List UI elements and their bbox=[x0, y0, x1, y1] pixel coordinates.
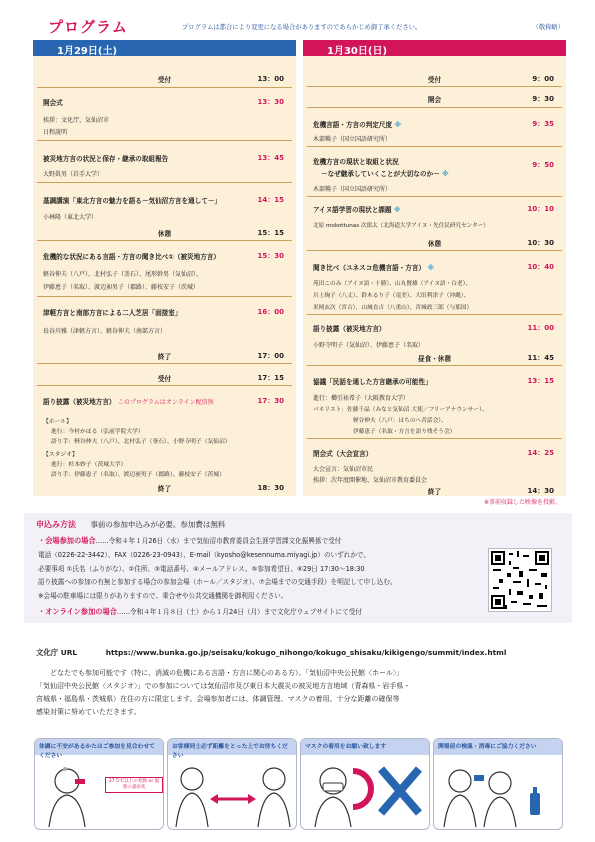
day2-s4-p1: 苑田このみ（アイヌ語・十勝）、山丸賢雄（アイヌ語・白老）、 bbox=[313, 281, 472, 287]
mask-icon bbox=[301, 757, 430, 829]
day2-s6-title: 協議「民話を通した方言継承の可能性」 bbox=[313, 378, 432, 386]
apply-lead bbox=[36, 519, 225, 530]
day1-story-online: このプログラムはオンライン配信無 bbox=[117, 399, 214, 406]
day2-s2-title: 危機方言の現状と取組と状況 bbox=[313, 158, 399, 166]
safety-warnings bbox=[34, 738, 562, 830]
day2-column bbox=[303, 40, 566, 496]
day2-s5-time: 11：00 bbox=[527, 324, 554, 332]
honorific-note: （敬称略） bbox=[532, 24, 564, 31]
day2-header: 1月30日(日) bbox=[303, 40, 566, 56]
thermometer-disinfect-icon bbox=[434, 757, 563, 829]
day1-header: 1月29日(土) bbox=[33, 40, 296, 56]
day2-s4-title bbox=[313, 262, 434, 272]
day1-close1: 終了 bbox=[157, 353, 172, 361]
day1-close2: 終了 bbox=[157, 485, 172, 493]
day2-break1: 休憩 bbox=[427, 240, 442, 248]
divider bbox=[37, 385, 292, 386]
divider bbox=[307, 314, 562, 315]
day2-s3-speaker: 北原 mokottunas 次郎太（北海道大学アイヌ・先住民研究センター） bbox=[313, 223, 489, 229]
day2-s2-time: 9：50 bbox=[532, 161, 554, 169]
day1-studio-tellers: 語り手：伊藤恵子（名取）、渡辺昶男子（郡路）、藤枝安子（茨城） bbox=[51, 472, 225, 478]
divider bbox=[307, 196, 562, 197]
day2-s6-mc: 進行：櫛引祐希子（大阪教育大学） bbox=[313, 395, 410, 402]
day2-s7-l2: 挨拶：次年度開催地、気仙沼市教育委員会 bbox=[313, 477, 428, 484]
day2-s2-sub-text: －なぜ継承していくことが大切なのか－ bbox=[321, 170, 440, 178]
day1-close2-time: 18：30 bbox=[257, 484, 284, 492]
sick-person-icon bbox=[35, 757, 164, 829]
day2-lunch: 昼食・休憩 bbox=[418, 355, 451, 363]
day2-s5-speaker: 小野寺明子（気仙沼）、伊藤恵子（名取） bbox=[313, 342, 425, 349]
day1-break1-time: 15：15 bbox=[257, 229, 284, 237]
warning-mask-text: マスクの着用をお願い致します bbox=[301, 739, 429, 755]
warning-card-distance bbox=[167, 738, 297, 830]
day1-story-title-text: 語り披露（被災地方言） bbox=[43, 398, 116, 406]
recorded-footnote: ※事前収録した映像を投影。 bbox=[483, 499, 561, 506]
divider bbox=[37, 363, 292, 364]
day1-break1: 休憩 bbox=[157, 230, 172, 238]
divider bbox=[37, 87, 292, 88]
day2-s3-title-text: アイヌ語学習の現状と課題 bbox=[313, 206, 392, 214]
venue-line1 bbox=[38, 535, 341, 546]
social-distance-icon bbox=[168, 757, 297, 829]
program-header bbox=[34, 12, 564, 38]
day1-lecture-title: 基調講演「東北方言の魅力を語る－気仙沼方言を通して－」 bbox=[43, 197, 222, 205]
day2-s7-title: 閉会式（大会宣言） bbox=[313, 450, 373, 458]
day2-s4-p3: 米岡玄次（宮古）、山城直吉（八重山）、宮城政三郎（与那国） bbox=[313, 305, 473, 311]
day1-talk1-title: 危機的な状況にある言語・方言の聞き比べ①（被災地方言） bbox=[43, 253, 221, 261]
venue-l3: 必要事項 ①氏名（ふりがな）、②住所、③電話番号、④メールアドレス、⑤参加希望日、⑥29日 17:30～18:30 bbox=[38, 565, 365, 573]
participation-notice bbox=[36, 667, 566, 719]
warning-distance-text: お客様同士必ず距離をとった上でお待ちください bbox=[168, 739, 296, 755]
day2-break1-time: 10：30 bbox=[527, 239, 554, 247]
divider bbox=[307, 365, 562, 366]
warning-symptoms-text: 体調に不安があるかたはご参加を見合わせてください bbox=[35, 739, 163, 755]
apply-title: 申込み方法 bbox=[36, 520, 76, 529]
day1-lecture-speaker: 小林隆（東北大学） bbox=[43, 214, 98, 221]
program-title: プログラム bbox=[48, 18, 128, 36]
divider bbox=[37, 140, 292, 141]
warning-card-mask bbox=[300, 738, 430, 830]
day2-s6-time: 13：15 bbox=[527, 377, 554, 385]
recorded-mark-icon: ※ bbox=[394, 121, 402, 129]
url-label: 文化庁 URL bbox=[36, 648, 78, 657]
day2-s4-time: 10：40 bbox=[527, 263, 554, 271]
qr-code-icon[interactable] bbox=[488, 548, 552, 612]
day1-talk1-p1: 軽谷伸夫（八戸）、北村弘子（釜石）、尾形幹男（気仙沼）、 bbox=[43, 271, 203, 278]
day2-s1-speaker: 木部暢子（国立国語研究所） bbox=[313, 136, 392, 143]
day2-reception-time: 9：00 bbox=[532, 75, 554, 83]
day1-studio-label: 【スタジオ】 bbox=[43, 452, 78, 458]
notice-l3: 宮城県・福島県・茨城県）在住の方に限定します。会場参加者には、体調管理、マスクの着用、十分な距離の確保等 bbox=[36, 695, 400, 703]
day1-story-time: 17：30 bbox=[257, 397, 284, 405]
day2-lunch-time: 11：45 bbox=[527, 354, 554, 362]
day1-talk2-time: 16：00 bbox=[257, 308, 284, 316]
day2-s2-sub bbox=[321, 168, 449, 178]
day1-report-title: 被災地方言の状況と保存・継承の取組報告 bbox=[43, 155, 169, 163]
day1-reception: 受付 bbox=[157, 76, 172, 84]
recorded-mark-icon: ※ bbox=[393, 206, 401, 214]
apply-lead-text: 事前の参加申込みが必要。参加費は無料 bbox=[90, 520, 226, 529]
divider bbox=[307, 107, 562, 108]
day1-report-speaker: 大野眞男（岩手大学） bbox=[43, 171, 104, 178]
online-l1: ……令和４年１月８日（土）から１月24日（月）まで文化庁ウェブサイトにて受付 bbox=[116, 608, 362, 616]
day1-close1-time: 17：00 bbox=[257, 352, 284, 360]
fever-note: 37.5℃以上の発熱 or 風邪の諸症状 bbox=[105, 777, 163, 793]
venue-l1: ……令和４年１月26日（水）まで気仙沼市教育委員会生涯学習課文化振興係で受付 bbox=[95, 537, 342, 545]
day2-s2-speaker: 木部暢子（国立国語研究所） bbox=[313, 186, 392, 193]
day1-report-time: 13：45 bbox=[257, 154, 284, 162]
warning-card-symptoms bbox=[34, 738, 164, 830]
day1-hall-tellers: 語り手：軽谷伸夫（八戸）、北村弘子（釜石）、小野寺明子（気仙沼） bbox=[51, 439, 231, 445]
venue-l2: 電話（0226-22-3442）、FAX（0226-23-0943）、E-mail（kyosho@kesennuma.miyagi.jp）のいずれかで、 bbox=[38, 551, 370, 559]
day2-s1-time: 9：35 bbox=[532, 120, 554, 128]
warning-card-temperature bbox=[433, 738, 563, 830]
divider bbox=[307, 250, 562, 251]
day2-s1-title bbox=[313, 119, 401, 129]
notice-l1: どなたでも参加可能です（特に、消滅の危機にある言語・方言に関心のある方）。「気仙沼中央公民館〈ホール〉」 bbox=[50, 669, 404, 677]
day2-s4-p2: 川上絢子（八丈）、鈴木るり子（竜美）、大田利津子（沖縄）、 bbox=[313, 293, 470, 299]
program-note: プログラムは都合により変更になる場合がありますのであらかじめ御了承ください。 bbox=[182, 24, 422, 31]
day2-s6-panel2: 軽谷伸夫（八戸：はちのへ昔話会）、 bbox=[353, 418, 447, 424]
bunka-url-link[interactable]: https://www.bunka.go.jp/seisaku/kokugo_nihongo/kokugo_shisaku/kikigengo/summit/index.html bbox=[105, 648, 507, 657]
day2-close: 終了 bbox=[427, 488, 442, 496]
day1-studio-mc: 進行：杉本妙子（茨城大学） bbox=[51, 462, 127, 468]
divider bbox=[307, 438, 562, 439]
day1-talk1-p2: 伊藤恵子（名取）、渡辺昶男子（郡路）、藤枝安子（茨城） bbox=[43, 284, 200, 291]
day1-reception2: 受付 bbox=[157, 375, 172, 383]
divider bbox=[37, 296, 292, 297]
day2-opening-time: 9：30 bbox=[532, 95, 554, 103]
notice-l2: 「気仙沼中央公民館〈スタジオ〉」での参加については気仙沼市及び東日本大震災の被災地方言地域（青森県・岩手県・ bbox=[36, 682, 411, 690]
day2-opening: 開会 bbox=[427, 96, 442, 104]
online-line bbox=[38, 606, 362, 617]
recorded-mark-icon: ※ bbox=[427, 264, 435, 272]
day2-s3-title bbox=[313, 204, 401, 214]
venue-l4: 語り披露への参加の有無と参加する場合の参加会場（ホール／スタジオ）、⑦会場までの交通手段）を明記して申し込む。 bbox=[38, 578, 397, 586]
day1-lecture-time: 14：15 bbox=[257, 196, 284, 204]
recorded-mark-icon: ※ bbox=[441, 170, 449, 178]
day1-opening-guide: 日程説明 bbox=[43, 129, 68, 136]
day1-opening-time: 13：30 bbox=[257, 98, 284, 106]
day1-opening: 開会式 bbox=[43, 99, 63, 107]
day2-s7-time: 14：25 bbox=[527, 449, 554, 457]
online-head: ・オンライン参加の場合 bbox=[38, 607, 117, 616]
day2-s4-title-text: 聞き比べ（ユネスコ危機言語・方言） bbox=[313, 264, 426, 272]
day1-hall-label: 【ホール】 bbox=[43, 419, 72, 425]
day1-reception-time: 13：00 bbox=[257, 75, 284, 83]
notice-l4: 感染対策に努めていただきます。 bbox=[36, 708, 141, 716]
day2-s3-time: 10：10 bbox=[527, 205, 554, 213]
day2-s5-title: 語り披露（被災地方言） bbox=[313, 325, 386, 333]
day2-s7-l1: 大会宣言：気仙沼市民 bbox=[313, 466, 374, 473]
day1-story-title bbox=[43, 396, 214, 406]
day2-s6-panel1: パネリスト：佐藤千晶（みなと気仙沼 大使／フリーアナウンサー）、 bbox=[313, 407, 488, 413]
day1-reception2-time: 17：15 bbox=[257, 374, 284, 382]
divider bbox=[307, 86, 562, 87]
day2-s1-title-text: 危機言語・方言の判定尺度 bbox=[313, 121, 393, 129]
day2-s6-panel3: 伊藤恵子（名取・方言を語り残そう会） bbox=[353, 429, 456, 435]
divider bbox=[307, 146, 562, 147]
url-row bbox=[36, 647, 506, 658]
day1-talk1-time: 15：30 bbox=[257, 252, 284, 260]
divider bbox=[37, 240, 292, 241]
venue-l5: ※会場の駐車場には限りがありますので、乗合せや公共交通機関を御利用ください。 bbox=[38, 592, 288, 600]
day1-talk2-title: 津軽方言と南部方言による二人芝居「面接室」 bbox=[43, 309, 182, 317]
warning-temperature-text: 開場前の検温・消毒にご協力ください bbox=[434, 739, 562, 755]
day2-reception: 受付 bbox=[427, 76, 442, 84]
day1-opening-greeting: 挨拶：文化庁、気仙沼市 bbox=[43, 117, 110, 124]
day1-talk2-speaker: 長谷川雅（津軽方言）、軽谷伸夫（南部方言） bbox=[43, 328, 167, 335]
venue-head: ・会場参加の場合 bbox=[38, 536, 96, 545]
day1-column bbox=[33, 40, 296, 496]
qr-pattern bbox=[489, 549, 551, 611]
day2-close-time: 14：30 bbox=[527, 487, 554, 495]
day1-hall-mc: 進行：今村かほる（弘前学院大学） bbox=[51, 429, 144, 435]
divider bbox=[37, 182, 292, 183]
